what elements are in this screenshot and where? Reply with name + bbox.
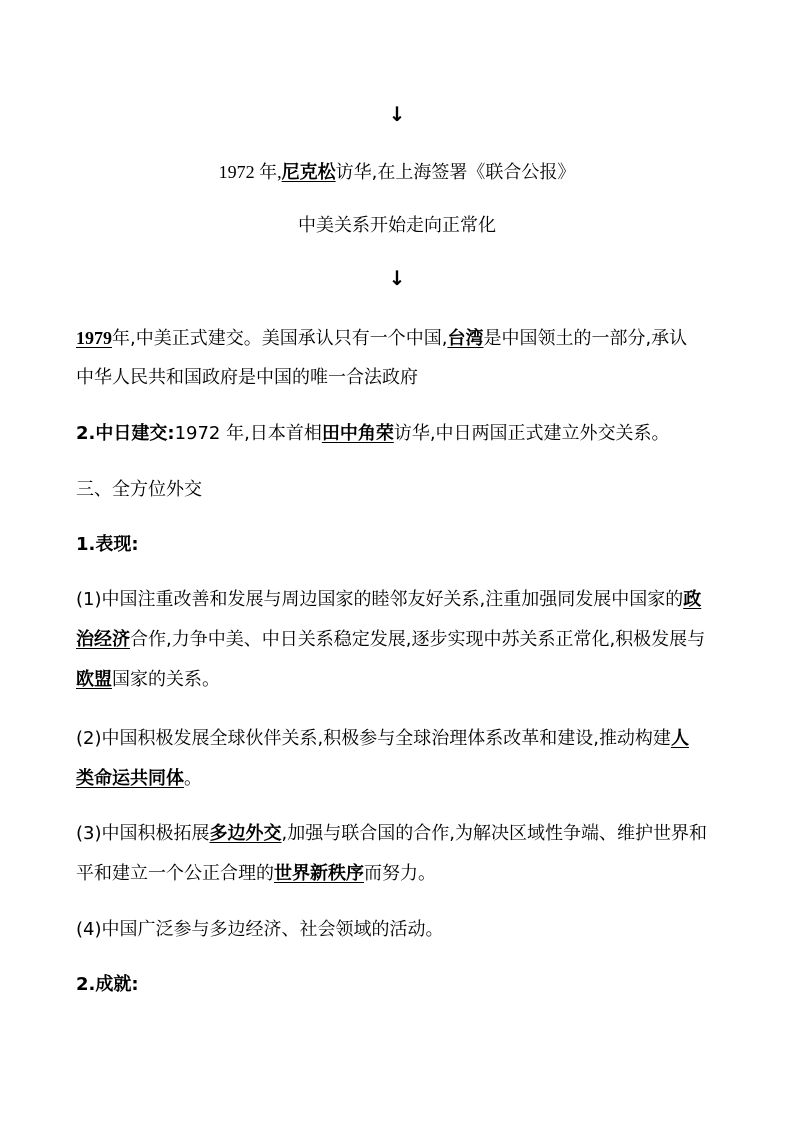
item3-line2: 平和建立一个公正合理的世界新秩序而努力。 [76, 863, 436, 884]
achievements-heading: 2.成就: [76, 974, 139, 995]
sino-japan-paragraph: 2.中日建交:1972 年,日本首相田中角荣访华,中日两国正式建立外交关系。 [76, 423, 670, 444]
establish-1979-line1: 1979年,中美正式建交。美国承认只有一个中国,台湾是中国领土的一部分,承认 [76, 328, 688, 349]
section-three-title: 三、全方位外交 [76, 479, 202, 500]
down-arrow-icon: ↓ [388, 266, 406, 290]
item2-line1: (2)中国积极发展全球伙伴关系,积极参与全球治理体系改革和建设,推动构建人 [76, 728, 689, 749]
key-term-taiwan: 台湾 [447, 328, 484, 349]
establish-1979-line2: 中华人民共和国政府是中国的唯一合法政府 [76, 367, 418, 388]
key-term-politics: 政 [683, 589, 702, 610]
key-term-1979: 1979 [76, 328, 112, 348]
key-term-multilateral: 多边外交 [209, 823, 282, 844]
key-term-community: 类命运共同体 [76, 768, 184, 789]
normalization-line: 中美关系开始走向正常化 [298, 215, 496, 236]
sino-japan-label: 2.中日建交: [76, 423, 175, 444]
item1-line1: (1)中国注重改善和发展与周边国家的睦邻友好关系,注重加强同发展中国家的政 [76, 589, 702, 610]
nixon-visit-line: 1972 年,尼克松访华,在上海签署《联合公报》 [218, 162, 576, 183]
item3-line1: (3)中国积极拓展多边外交,加强与联合国的合作,为解决区域性争端、维护世界和 [76, 823, 707, 844]
key-term-eu: 欧盟 [76, 669, 112, 690]
performance-heading: 1.表现: [76, 534, 139, 555]
key-term-new-order: 世界新秩序 [274, 863, 364, 884]
item4-line: (4)中国广泛参与多边经济、社会领域的活动。 [76, 919, 444, 940]
item1-line2: 治经济合作,力争中美、中日关系稳定发展,逐步实现中苏关系正常化,积极发展与 [76, 629, 706, 650]
key-term-nixon: 尼克松 [281, 162, 336, 183]
item2-line2: 类命运共同体。 [76, 768, 202, 789]
key-term-tanaka: 田中角荣 [321, 423, 394, 444]
item1-line3: 欧盟国家的关系。 [76, 669, 220, 690]
key-term-economy: 治经济 [76, 629, 130, 650]
down-arrow-icon: ↓ [388, 102, 406, 126]
key-term-human: 人 [670, 728, 689, 749]
